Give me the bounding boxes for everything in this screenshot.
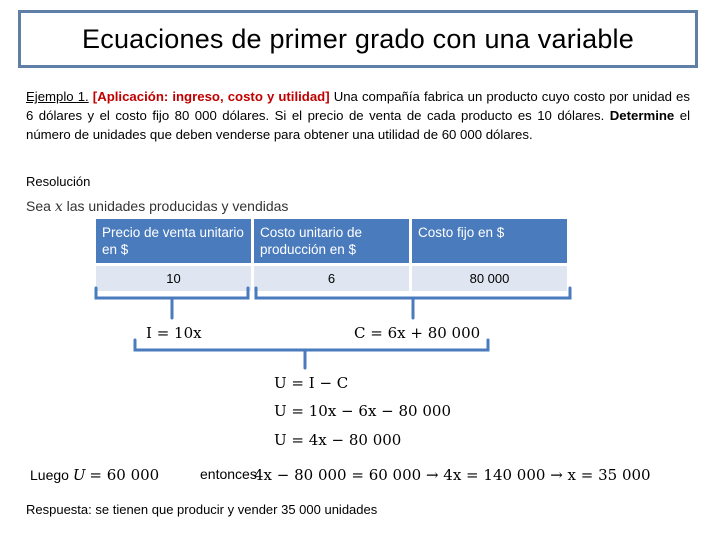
example-label: Ejemplo 1. (26, 89, 89, 104)
header-price: Precio de venta unitario en $ (96, 219, 251, 263)
final-equation: 4x − 80 000 = 60 000 → 4x = 140 000 → x = 35 000 (254, 466, 651, 484)
header-fixed-cost: Costo fijo en $ (412, 219, 567, 263)
utility-step-2: U = 10x − 6x − 80 000 (274, 402, 451, 420)
header-unit-cost: Costo unitario de producción en $ (254, 219, 409, 263)
income-equation: I = 10x (146, 324, 202, 342)
example-text-1: Una compañía fabrica un producto cuyo costo por unidad es 6 dólares y el costo fijo 80 000 dólares. Si el precio de venta de cada producto es 10 dólares. (26, 89, 690, 123)
luego-word: Luego (30, 467, 69, 483)
luego-variable: U (72, 466, 86, 484)
cost-equation: C = 6x + 80 000 (354, 324, 481, 342)
example-text-bold: Determine (609, 108, 675, 123)
resolution-label: Resolución (26, 174, 91, 189)
cell-unit-cost: 6 (254, 263, 409, 291)
let-suffix: las unidades producidas y vendidas (66, 198, 289, 214)
cell-price: 10 (96, 263, 251, 291)
let-variable: x (54, 199, 63, 215)
then-word: entonces (200, 466, 257, 482)
cell-fixed-cost: 80 000 (412, 263, 567, 291)
utility-step-3: U = 4x − 80 000 (274, 431, 402, 449)
conclusion-luego (30, 466, 159, 484)
utility-step-1: U = I − C (274, 374, 349, 392)
let-prefix: Sea (26, 198, 51, 214)
example-tag: [Aplicación: ingreso, costo y utilidad] (92, 89, 330, 104)
luego-equation: = 60 000 (89, 466, 160, 484)
example-text-2: el número de unidades que deben venderse para obtener una utilidad de 60 000 dólares. (26, 108, 691, 142)
page-title: Ecuaciones de primer grado con una variable (82, 23, 634, 54)
answer-text: Respuesta: se tienen que producir y vender 35 000 unidades (26, 502, 378, 517)
